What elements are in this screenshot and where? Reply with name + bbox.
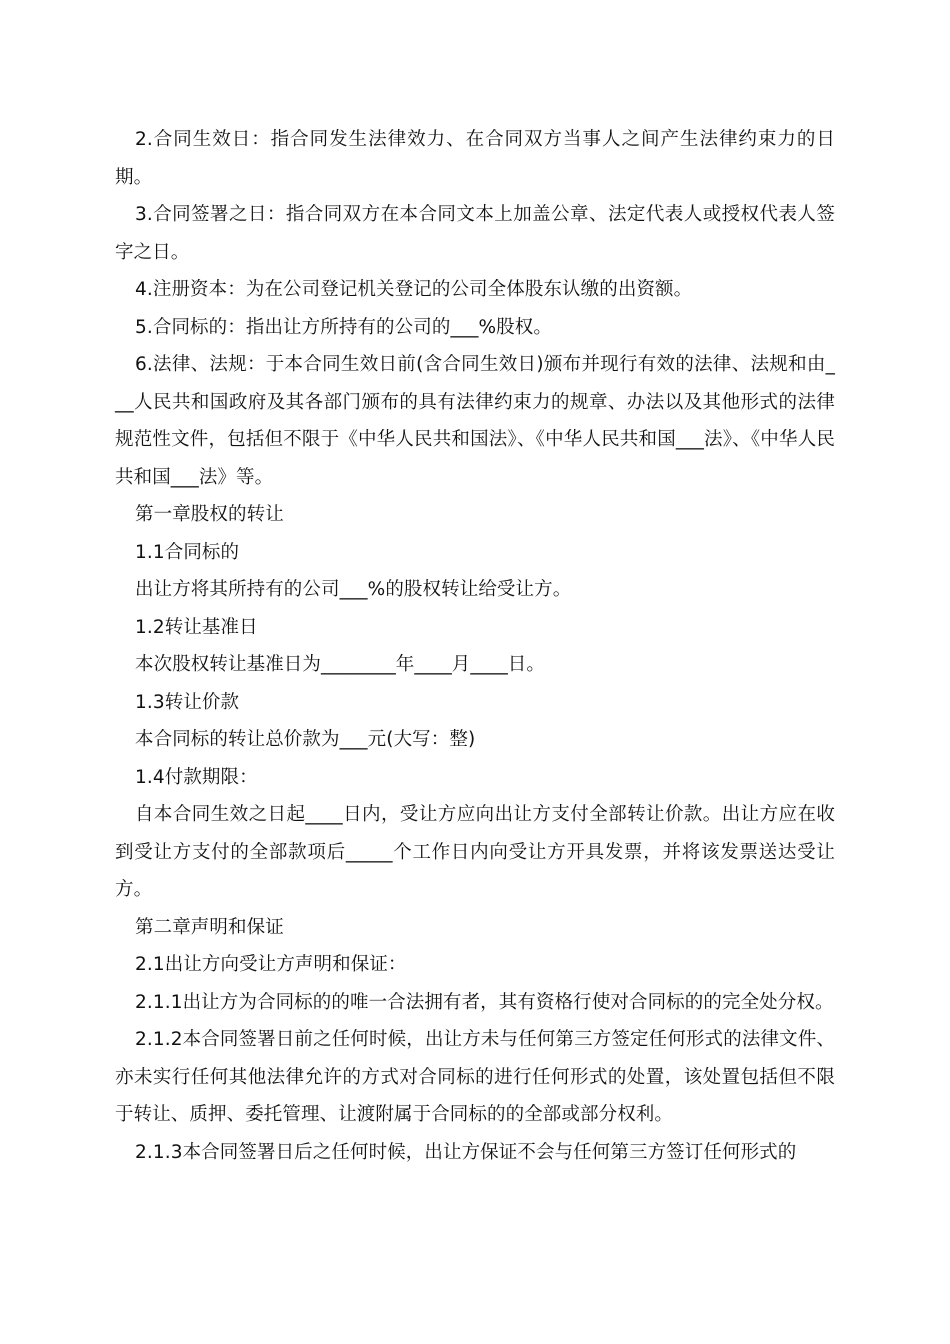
section-1-3-heading: 1.3转让价款: [135, 691, 240, 713]
section-1-4-heading: 1.4付款期限：: [135, 766, 258, 788]
section-1-2-text: 本次股权转让基准日为________年____月____日。: [135, 654, 546, 675]
definition-registered-capital: 4.注册资本：为在公司登记机关登记的公司全体股东认缴的出资额。: [135, 279, 693, 300]
section-1-1-text: 出让方将其所持有的公司___%的股权转让给受让方。: [135, 579, 572, 600]
chapter-1-heading: 第一章股权的转让: [135, 504, 284, 525]
section-1-3-text: 本合同标的转让总价款为___元(大写：整): [135, 729, 476, 750]
document-body: [115, 121, 835, 1171]
section-1-1-heading: 1.1合同标的: [135, 541, 240, 563]
definition-effective-date: 2.合同生效日：指合同发生法律效力、在合同双方当事人之间产生法律约束力的日期。: [115, 129, 835, 188]
definition-contract-subject: 5.合同标的：指出让方所持有的公司的___%股权。: [135, 316, 552, 338]
section-1-2-heading: 1.2转让基准日: [135, 616, 258, 638]
clause-2-1-2: 2.1.2本合同签署日前之任何时候，出让方未与任何第三方签定任何形式的法律文件、亦未实行任何其他法律允许的方式对合同标的进行任何形式的处置，该处置包括但不限于转让、质押、委托管理、让渡附属于合同标的的全部或部分权利。: [115, 1029, 835, 1125]
section-2-1-heading: 2.1出让方向受让方声明和保证：: [135, 954, 407, 975]
definition-laws-regulations: 6.法律、法规：于本合同生效日前(含合同生效日)颁布并现行有效的法律、法规和由___人民共和国政府及其各部门颁布的具有法律约束力的规章、办法以及其他形式的法律规范性文件，包括但不限于《中华人民共和国法》、《中华人民共和国___法》、《中华人民共和国___法》等。: [115, 354, 835, 488]
clause-2-1-1: 2.1.1出让方为合同标的的唯一合法拥有者，其有资格行使对合同标的的完全处分权。: [135, 991, 834, 1013]
section-1-4-text: 自本合同生效之日起____日内，受让方应向出让方支付全部转让价款。出让方应在收到受让方支付的全部款项后_____个工作日内向受让方开具发票，并将该发票送达受让方。: [115, 804, 835, 900]
chapter-2-heading: 第二章声明和保证: [135, 916, 284, 938]
definition-signing-date: 3.合同签署之日：指合同双方在本合同文本上加盖公章、法定代表人或授权代表人签字之日。: [115, 204, 835, 263]
clause-2-1-3: 2.1.3本合同签署日后之任何时候，出让方保证不会与任何第三方签订任何形式的: [135, 1141, 797, 1163]
